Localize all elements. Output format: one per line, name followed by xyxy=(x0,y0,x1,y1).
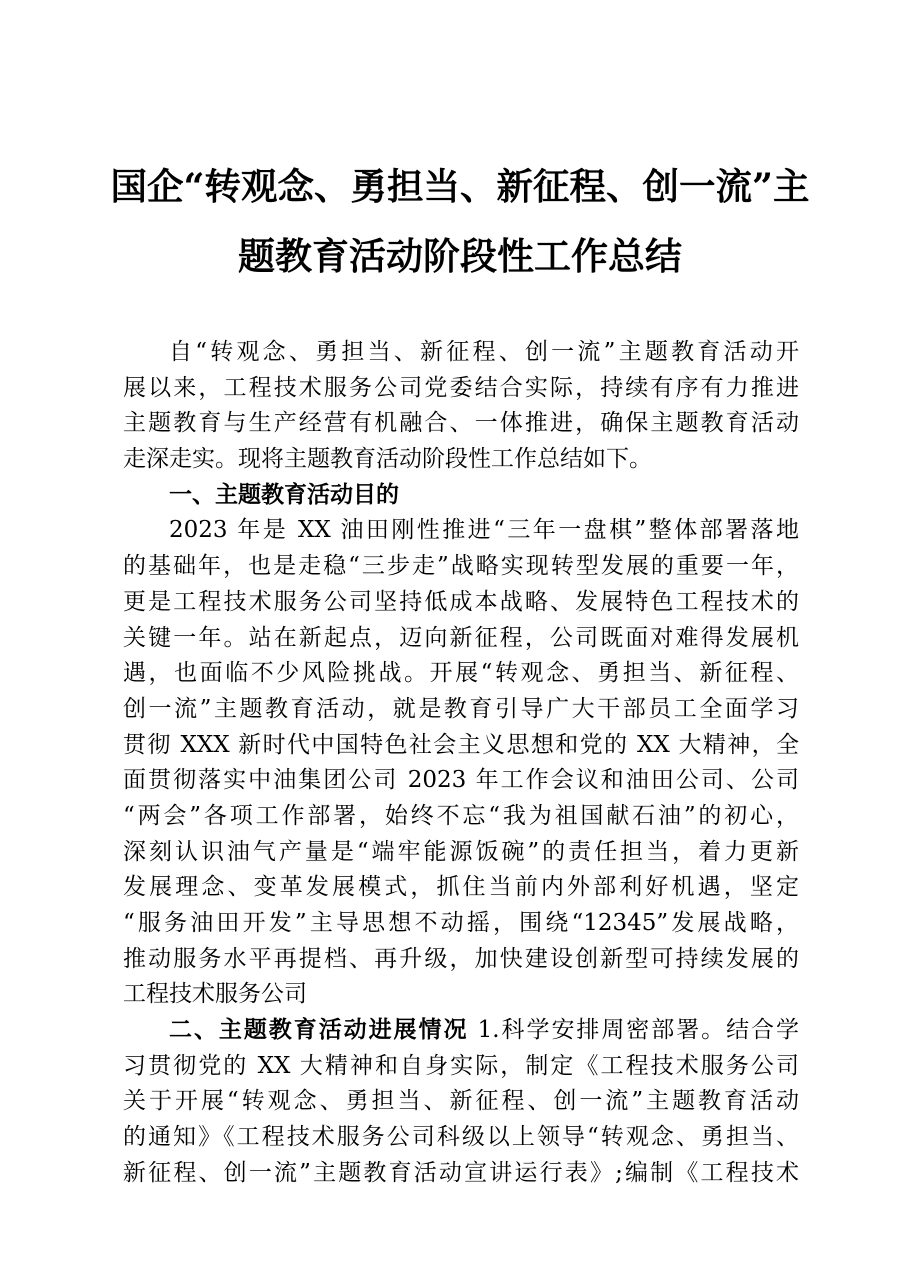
section-1-line: 面贯彻落实中油集团公司 2023 年工作会议和油田公司、公司 xyxy=(123,767,799,794)
section-2-first-line-text: 1.科学安排周密部署。结合学 xyxy=(468,1017,800,1044)
intro-line: 展以来，工程技术服务公司党委结合实际，持续有序有力推进 xyxy=(123,374,799,401)
section-1-line: 工程技术服务公司 xyxy=(123,981,307,1008)
section-2-line: 关于开展“转观念、勇担当、新征程、创一流”主题教育活动 xyxy=(123,1088,799,1115)
section-2-line: 新征程、创一流”主题教育活动宣讲运行表》;编制《工程技术 xyxy=(123,1159,799,1186)
document-body xyxy=(123,335,799,1192)
section-1-line: 发展理念、变革发展模式，抓住当前内外部利好机遇，坚定 xyxy=(123,874,799,901)
section-1-line: 的基础年，也是走稳“三步走”战略实现转型发展的重要一年， xyxy=(123,553,799,580)
section-1-line: 遇，也面临不少风险挑战。开展“转观念、勇担当、新征程、 xyxy=(123,660,799,687)
section-1-line: 关键一年。站在新起点，迈向新征程，公司既面对难得发展机 xyxy=(123,624,799,651)
section-2-first-line xyxy=(123,1013,799,1049)
intro-line: 走深走实。现将主题教育活动阶段性工作总结如下。 xyxy=(123,446,652,473)
section-1-line: 深刻认识油气产量是“端牢能源饭碗”的责任担当，着力更新 xyxy=(123,838,799,865)
section-1-line: 2023 年是 XX 油田刚性推进“三年一盘棋”整体部署落地 xyxy=(169,517,799,544)
document-title-line-2: 题教育活动阶段性工作总结 xyxy=(238,234,682,278)
section-2-line: 的通知》《工程技术服务公司科级以上领导“转观念、勇担当、 xyxy=(123,1124,799,1151)
section-1-line: “两会”各项工作部署，始终不忘“我为祖国献石油”的初心， xyxy=(123,802,799,829)
section-2-heading: 二、主题教育活动进展情况 xyxy=(169,1017,469,1044)
document-title-line-1: 国企“转观念、勇担当、新征程、创一流”主 xyxy=(110,165,810,208)
section-1-line: 创一流”主题教育活动，就是教育引导广大干部员工全面学习 xyxy=(123,695,799,722)
section-1-line: 推动服务水平再提档、再升级，加快建设创新型可持续发展的 xyxy=(123,945,799,972)
section-1-line: 贯彻 XXX 新时代中国特色社会主义思想和党的 XX 大精神，全 xyxy=(123,731,799,758)
section-1-heading: 一、主题教育活动目的 xyxy=(169,481,399,508)
section-1-line: 更是工程技术服务公司坚持低成本战略、发展特色工程技术的 xyxy=(123,588,799,615)
intro-line: 主题教育与生产经营有机融合、一体推进，确保主题教育活动 xyxy=(123,410,799,437)
section-2-line: 习贯彻党的 XX 大精神和自身实际，制定《工程技术服务公司 xyxy=(123,1052,799,1079)
section-1-line: “服务油田开发”主导思想不动摇，围绕“12345”发展战略， xyxy=(123,910,799,936)
intro-line: 自“转观念、勇担当、新征程、创一流”主题教育活动开 xyxy=(169,339,799,365)
